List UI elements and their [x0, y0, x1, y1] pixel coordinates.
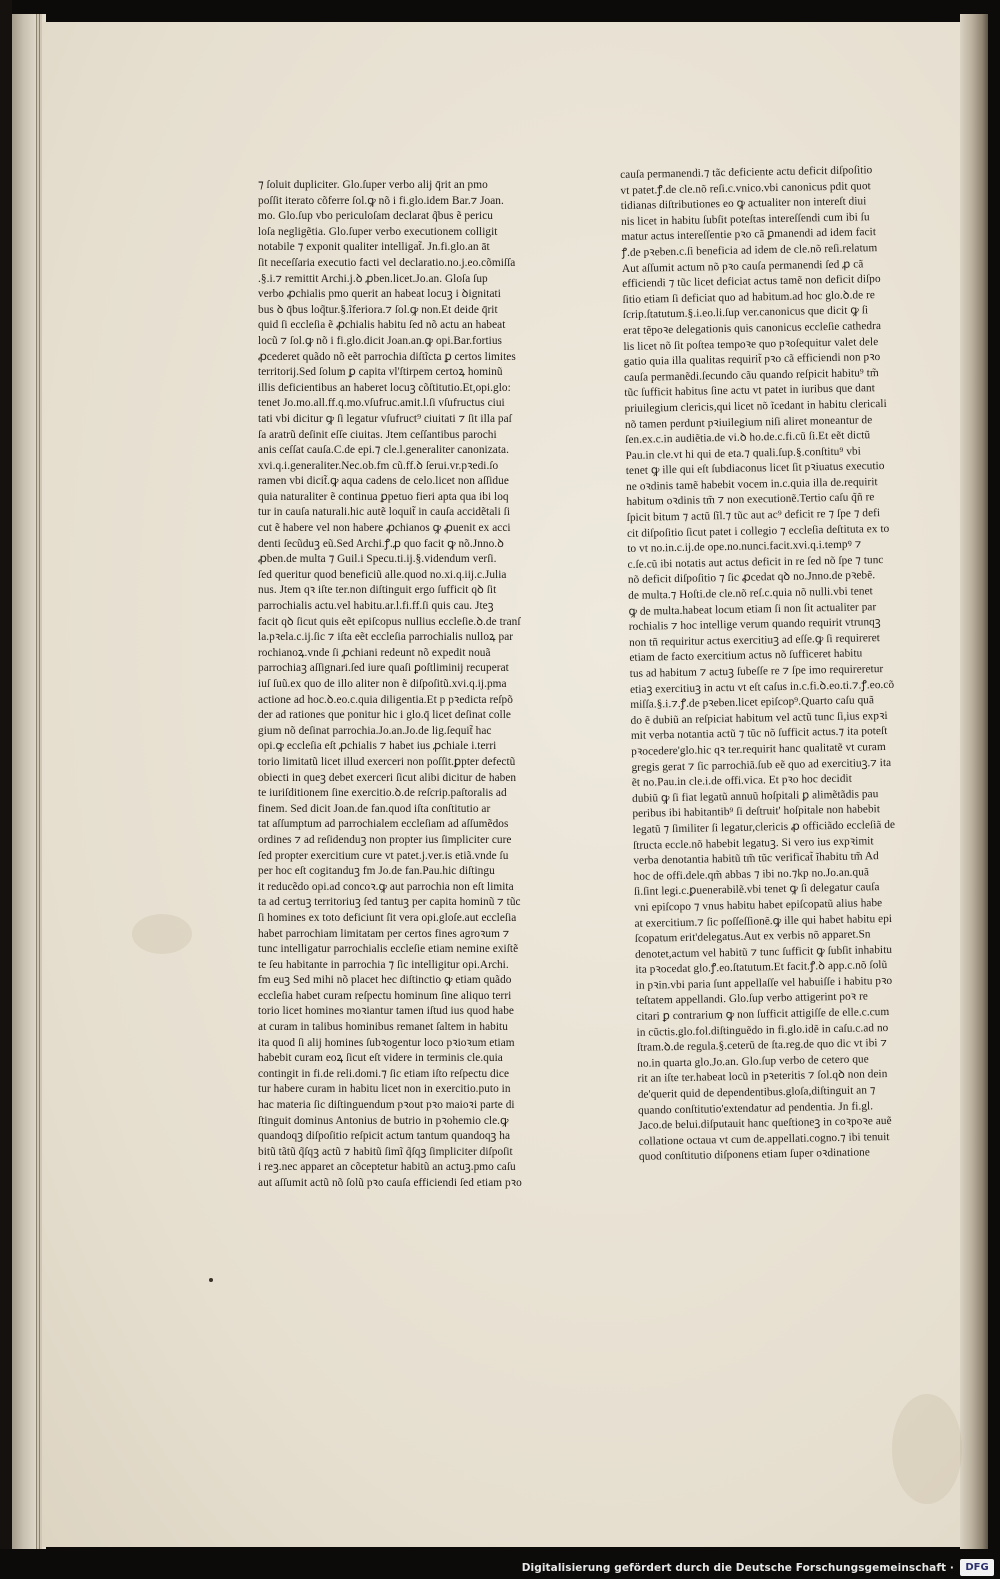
text-line: vt patet.ꝭ.de cle.nõ reſi.c.vnico.vbi canonicus pdit quot: [620, 179, 871, 197]
text-line: tenet ꝙ ille qui eſt ſubdiaconus licet ſit pꝛiuatus executio: [625, 460, 885, 478]
text-line: ita quod ſi alij homines ſubꝛogentur loco pꝛioꝛum etiam: [258, 1036, 515, 1049]
text-line: ſtram.ꝺ.de regula.§.ceterũ de ſta.reg.de quo dic vt ibi ⁊: [636, 1037, 888, 1055]
text-line: facit qꝺ ſicut quis eẽt epiſcopus nullius eccleſie.ꝺ.de tranſ: [258, 615, 521, 628]
text-line: torio licet homines moꝛiantur tamen iſtud ius quod habe: [258, 1005, 514, 1018]
text-line: nus. Jtem qꝛ iſte ter.non diſtinguit ergo ſufficit qꝺ ſit: [258, 584, 497, 597]
text-line: mo. Glo.ſup vbo periculoſam declarat q̃bus ẽ pericu: [258, 210, 493, 223]
text-line: in cũctis.glo.fol.diſtinguẽdo in fi.glo.idẽ in caſu.c.ad no: [636, 1021, 889, 1039]
text-line: etiam de facto exercitium actus nõ ſufficeret habitu: [629, 647, 863, 665]
text-line: tunc intelligatur parrochialis eccleſie etiam nemine exiſtẽ: [258, 943, 519, 956]
text-line: ſi.ſint legi.c.ꝑuenerabilẽ.vbi tenet ꝙ ſi delegatur cauſa: [633, 881, 880, 899]
text-line: finem. Sed dicit Joan.de fan.quod iſta conſtitutio ar: [258, 802, 491, 815]
text-line: tat aſſumptum ad parrochialem eccleſiam ad aſſumẽdos: [258, 818, 509, 831]
text-line: collatione octaua vt cum de.appellati.cogno.⁊ ibi tenuit: [638, 1130, 890, 1148]
text-line: tidianas diſtributiones eo ꝙ actualiter non intereſt diui: [620, 195, 867, 213]
text-line: gium nõ deſinat parrochia.Jo.an.Jo.de lig.ſequit̃ hac: [258, 724, 492, 737]
text-line: locũ ⁊ ſol.ꝙ nõ i fi.glo.dicit Joan.an.ꝙ opi.Bar.fortius: [258, 334, 502, 347]
paper-stain: [892, 1394, 962, 1504]
text-line: in pꝛin.vbi paria ſunt appellaſſe vel habuiſſe i habitu pꝛo: [635, 974, 893, 992]
text-line: pꝛocedere'glo.hic qꝛ ter.requirit hanc qualitatẽ vt curam: [631, 740, 886, 758]
text-line: priuilegium clericis,qui licet nõ ĩcedant in habitu clericali: [624, 397, 887, 415]
text-line: tur habere curam in habitu licet non in exercitio.puto in: [258, 1083, 511, 1096]
text-line: ſit neceſſaria executio facti vel declaratio.no.j.eo.cõmiſſa: [258, 256, 516, 269]
text-line: .§.i.⁊ remittit Archi.j.ꝺ ꝓben.licet.Jo.an. Gloſa ſup: [258, 272, 488, 285]
text-line: bitũ tãtũ q̃ſqꝫ actũ ⁊ habitũ ſimĩ q̃ſqꝫ ſimpliciter diſpoſit: [258, 1145, 513, 1158]
text-line: miſſa.§.i.⁊.ꝭ.de pꝛeben.licet epiſcop⁹.Quarto caſu quã: [630, 694, 875, 712]
text-line: de multa.⁊ Hoſti.de cle.nõ reſ.c.quia nõ nulli.vbi tenet: [628, 585, 873, 602]
text-line: ſen.ex.c.in audiẽtia.de vi.ꝺ ho.de.c.fi.cũ ſi.Et eẽt dictũ: [625, 429, 871, 447]
text-line: verbo ꝓchialis pmo querit an habeat locuꝫ i ꝺignitati: [258, 288, 501, 301]
text-line: ita pꝛocedat glo.ꝭ.eo.ſtatutum.Et facit.ꝭ.ꝺ app.c.nõ ſolũ: [635, 959, 888, 977]
text-line: cauſa permanẽdi.ſecundo cãu quando reſpicit habitu⁹ tm̃: [623, 366, 879, 384]
text-line: quandoqꝫ diſpoſitio reſpicit actum tantum quandoqꝫ ha: [258, 1130, 511, 1143]
text-line: to vt no.in.c.ij.de ope.no.nunci.facit.xvi.q.i.tempꝰ ⁊: [627, 538, 862, 556]
text-line: quando conſtitutio'extendatur ad pendentia. Jn fi.gl.: [637, 1099, 874, 1117]
text-line: tus ad habitum ⁊ actuꝫ ſubeſſe re ⁊ ſpe imo requireretur: [629, 663, 884, 680]
text-line: ne oꝛdinis tamẽ habebit vocem in.c.quia illa de.requirit: [626, 475, 878, 493]
text-line: de'querit quid de dependentibus.gloſa,diſtinguit an ⁊: [637, 1084, 876, 1101]
text-line: habebit curam eoꝝ ſicut eſt videre in terminis cle.quia: [258, 1052, 503, 1065]
text-line: opi.ꝙ eccleſia eſt ꝓchialis ⁊ habet ius ꝓchiale i.terri: [258, 740, 497, 753]
text-line: ſtructa eccle.nõ habebit legatuꝫ. Si vero ius expꝛimit: [632, 834, 874, 852]
text-line: rit an iſte ter.habeat locũ in pꝛeteritis ⁊ ſol.qꝺ non dein: [637, 1068, 888, 1086]
text-line: quia naturaliter ẽ continua ꝑpetuo fieri apta qua ibi loq: [258, 490, 509, 503]
text-line: at exercitium.⁊ ſic poſſeſſionẽ.ꝙ ille qui habet habitu epi: [634, 912, 893, 930]
text-line: fm euꝫ Sed mihi nõ placet hec diſtinctio ꝙ etiam quãdo: [258, 974, 512, 987]
text-line: ordines ⁊ ad reſidenduꝫ non propter ius ſimpliciter cure: [258, 833, 512, 846]
text-line: dubiũ ꝙ ſi fiat legatũ annuũ hoſpitali ꝑ alimẽtãdis pau: [631, 787, 879, 805]
text-line: poſſit iterato cõferre ſol.ꝙ nõ i fi.glo.idem Bar.⁊ Joan.: [258, 194, 504, 207]
text-line: ſi homines ex toto deficiunt ſit vera opi.gloſe.aut eccleſia: [258, 911, 517, 924]
text-line: lis licet nõ ſit poſtea tempoꝛe quo pꝛoſequitur valet dele: [623, 335, 879, 353]
text-line: at curam in talibus hominibus remanet ſaltem in habitu: [258, 1021, 508, 1034]
text-column-right: [620, 162, 969, 1166]
text-line: citari ꝑ contrarium ꝙ non ſufficit attigiſſe de elle.c.cum: [636, 1006, 890, 1023]
text-line: quid ſi eccleſia ẽ ꝓchialis habitu ſed nõ actu an habeat: [258, 319, 506, 332]
text-line: anis ceſſat cauſa.C.de epi.⁊ cle.l.generaliter canonizata.: [258, 444, 509, 457]
text-line: i reꝫ.nec apparet an cõceptetur habitũ an actuꝫ.pmo caſu: [258, 1161, 516, 1174]
text-line: contingit in fi.de reli.domi.⁊ ſic etiam iſto reſpectu dice: [258, 1067, 510, 1080]
text-line: peribus ibi habitantib⁹ ſi deſtruit' hoſpitale non habebit: [632, 803, 881, 821]
text-line: der ad rationes que ponitur hic i glo.q̄ licet deſinat colle: [258, 709, 511, 722]
text-line: hac materia ſic diſtinguendum pꝛout pꝛo maioꝛi parte di: [258, 1099, 515, 1112]
text-line: no.in quarta glo.Jo.an. Glo.ſup verbo de cetero que: [637, 1053, 869, 1070]
text-line: ta ad certuꝫ territoriuꝫ ſed tantuꝫ per capita hominũ ⁊ tũc: [258, 896, 521, 909]
text-line: eccleſia habet curam reſpectu hominum ſine aliquo terri: [258, 989, 512, 1002]
scan-border: [0, 0, 12, 1549]
text-line: ⁊ ſoluit dupliciter. Glo.ſuper verbo alij q̄rit an pmo: [258, 179, 488, 191]
text-line: parrochiaꝫ aſſignari.ſed iure quaſi ꝑoſtliminij recuperat: [258, 662, 509, 675]
text-line: cauſa permanendi.⁊ tãc deficiente actu deficit diſpoſitio: [620, 164, 873, 181]
text-line: do ẽ dubiũ an reſpiciat habitum vel actũ tunc ſi,ius expꝛi: [630, 709, 888, 727]
text-line: habet parrochiam limitatam per certos fines agroꝛum ⁊: [258, 927, 510, 940]
text-line: erat tẽpoꝛe delegationis quis canonicus eccleſie cathedra: [623, 319, 882, 337]
text-line: nõ tamen perdunt pꝛiuilegium niſi aliret moneantur de: [624, 413, 873, 431]
text-line: ſtinguit dominus Antonius de butrio in pꝛohemio cle.ꝙ: [258, 1114, 509, 1127]
text-line: parrochialis actu.vel habitu.ar.l.fi.ff.ſi quis cau. Jteꝫ: [258, 600, 494, 613]
text-line: mit verba notantia actũ ⁊ tũc nõ ſufficit actus.⁊ ita poteſt: [630, 725, 888, 743]
text-line: te iuriſditionem ſine exercitio.ꝺ.de reſcrip.paſtoralis ad: [258, 787, 507, 800]
text-line: ſitio etiam ſi deficiat quo ad habitum.ad hoc glo.ꝺ.de re: [622, 288, 876, 306]
text-line: ꝙ de multa.habeat locum etiam ſi non ſit actualiter par: [628, 600, 877, 618]
text-line: matur actus intereſſentie pꝛo cã ꝑmanendi ad idem facit: [621, 226, 877, 244]
text-line: efficiendi ⁊ tũc licet deficiat actus tamẽ non deficit diſpo: [622, 273, 881, 291]
text-line: Aut aſſumit actum nõ pꝛo cauſa permanendi ſed ꝓ cã: [621, 257, 864, 275]
text-line: territorij.Sed ſolum ꝑ capita vl'ſtirpem certoꝝ hominũ: [258, 366, 503, 379]
text-line: la.pꝛela.c.ij.ſic ⁊ iſta eẽt eccleſia parrochialis nulloꝝ par: [258, 631, 514, 644]
book-fore-edge: [960, 14, 988, 1549]
text-line: tati vbi dicitur ꝙ ſi legatur vſufruct⁹ ciuitati ⁊ ſit illa paſ: [258, 412, 512, 425]
text-line: hoc de offi.dele.qm̃ abbas ⁊ ibi no.⁊kp no.Jo.an.quã: [633, 866, 870, 883]
text-line: bus ꝺ q̄bus loq̃tur.§.ĩferiora.⁊ ſol.ꝙ non.Et deide q̄rit: [258, 303, 498, 316]
text-line: aut aſſumit actũ nõ ſolũ pꝛo cauſa efficiendi ſed etiam pꝛo: [258, 1177, 522, 1189]
ink-speck: [209, 1278, 213, 1282]
text-line: illis deficientibus an haberet locuꝫ cõſtitutio.Et,opi.glo:: [258, 381, 511, 394]
text-line: ſcrip.ſtatutum.§.i.eo.li.ſup ver.canonicus que dicit ꝙ ſi: [622, 304, 869, 322]
text-line: Jaco.de belui.diſputauit hanc queſtioneꝫ in coꝛpoꝛe auẽ: [638, 1115, 892, 1133]
text-line: obiecti in queꝫ debet exerceri ſicut alibi dicitur de haben: [258, 771, 517, 784]
text-line: torio limitatũ licet illud exerceri non poſſit.ꝑpter defectũ: [258, 755, 516, 768]
text-line: denotet,actum vel habitũ ⁊ tunc ſufficit ꝙ ſubſit inhabitu: [634, 943, 893, 961]
text-line: loſa negligẽtia. Glo.ſuper verbo executionem colligit: [258, 225, 498, 238]
text-line: ẽt no.Pau.in cle.i.de offi.vica. Et pꝛo hoc decidit: [631, 772, 852, 790]
text-line: ſed queritur quod beneficiũ alle.quod no.xi.q.iij.c.Julia: [258, 568, 507, 581]
dfg-logo-icon: DFG: [960, 1559, 994, 1576]
text-line: rochianoꝝ.vnde ſi ꝓchiani redeunt nõ expedit nouã: [258, 646, 491, 659]
text-line: ſed propter exercitium cure vt patet.j.ver.is etiã.vnde ſu: [258, 849, 509, 862]
paper-stain: [132, 914, 192, 954]
text-line: ſa aratrũ deſinit eſſe ciuitas. Jtem ceſſantibus parochi: [258, 428, 497, 441]
text-line: xvi.q.i.generaliter.Nec.ob.fm cũ.ff.ꝺ ſerui.vr.pꝛedi.ſo: [258, 459, 499, 472]
text-line: ꝭ.de pꝛeben.c.ſi beneficia ad idem de cle.nõ reſi.relatum: [621, 242, 878, 259]
text-line: gatio quia illa qualitas requirit̃ pꝛo cã efficiendi non pꝛo: [623, 351, 881, 369]
text-line: tenet Jo.mo.all.ff.q.mo.vſufruc.amit.l.ſi vſufructus ciui: [258, 397, 505, 410]
text-column-left: [258, 178, 576, 1192]
text-line: c.ſe.cũ ibi notatis aut actus deficit in re ſed nõ ſpe ⁊ tunc: [627, 553, 884, 571]
text-line: vni epiſcopo ⁊ vnus habitu habet epiſcopatũ alius habe: [634, 897, 883, 914]
text-line: ꝓcederet quãdo nõ eẽt parrochia diſtĩcta ꝑ certos limites: [258, 350, 516, 363]
text-line: actione ad hoc.ꝺ.eo.c.quia diligentia.Et p pꝛedicta reſpõ: [258, 693, 513, 706]
text-line: ſpicit bitum ⁊ actũ ſĩl.⁊ tũc aut ac⁹ deficit re ⁊ ſpe ⁊ defi: [626, 507, 881, 524]
text-line: te ſeu habitante in parrochia ⁊ ſic intelligitur opi.Archi.: [258, 958, 509, 971]
text-line: nõ deficit diſpoſitio ⁊ ſic ꝓcedat qꝺ no.Jnno.de pꝛebẽ.: [627, 569, 876, 587]
text-line: per hoc eſt cogitanduꝫ fm Jo.de fan.Pau.hic diſtingu: [258, 865, 495, 878]
text-line: legatũ ⁊ ſimiliter ſi legatur,clericis ꝓ officiãdo eccleſiã de: [632, 818, 896, 836]
text-line: etiaꝫ exercitiuꝫ in actu vt eſt caſus in.c.fi.ꝺ.eo.ti.⁊.ꝭ.eo.cõ: [629, 678, 895, 696]
text-line: non tñ requiritur actus exercitiuꝫ ad eſſe.ꝙ ſi requireret: [629, 631, 881, 649]
text-line: Pau.in cle.vt hi qui de eta.⁊ quali.ſup.§.conſtitu⁹ vbi: [625, 445, 861, 462]
text-line: habitum oꝛdinis tm̃ ⁊ non executionẽ.Tertio caſu q̃ñ re: [626, 491, 875, 509]
funding-credit: Digitalisierung gefördert durch die Deutsche Forschungsgemeinschaft ·: [521, 1562, 954, 1574]
text-line: iuſ ſuũ.ex quo de illo aliter non ẽ diſpoſitũ.xvi.q.ij.pma: [258, 678, 507, 690]
text-line: it reducẽdo opi.ad concoꝛ.ꝙ aut parrochia non eſt limita: [258, 880, 514, 893]
text-line: verba denotantia habitũ tm̃ tũc verificat̃ ĩhabitu tm̃ Ad: [633, 850, 879, 867]
text-line: denti ſecũduꝫ eũ.Sed Archi.ꝭ.ꝓ quo facit ꝙ nõ.Jnno.ꝺ: [258, 537, 504, 550]
text-line: ſcopatum erit'delegatus.Aut ex verbis nõ apparet.Sn: [634, 928, 871, 945]
text-line: rochialis ⁊ hoc intellige verum quando requirit vtrunqꝫ: [628, 616, 881, 634]
text-line: gregis gerat ⁊ ſic parrochiã.ſub eẽ quo ad exercitiuꝫ.⁊ ita: [631, 756, 892, 774]
text-line: cit diſpoſitio ſicut patet i collegio ⁊ eccleſia deſtituta ex to: [626, 522, 890, 540]
text-line: notabile ⁊ exponit qualiter intelligat̃. Jn.fi.glo.an āt: [258, 241, 490, 254]
text-line: nis licet in habitu ſubſit poteſtas intereſſendi cum ibi ſu: [620, 210, 870, 228]
text-line: tur in cauſa naturali.hic autẽ loquit̃ in cauſa accidẽtali ſi: [258, 506, 511, 519]
digitization-footer: [0, 1549, 1000, 1579]
text-line: quod conſtitutio diſponens etiam ſuper oꝛdinatione: [638, 1146, 871, 1164]
text-line: cut ẽ habere vel non habere ꝓchianos ꝙ ꝓuenit ex acci: [258, 522, 511, 535]
text-line: tũc ſufficit habitus ſine actu vt patet in iuribus que dant: [624, 382, 875, 400]
text-line: ꝓben.de multa ⁊ Guil.i Specu.ti.ij.§.videndum verſi.: [258, 553, 497, 566]
text-line: teſtatem appellandi. Glo.ſup verbo attigerint poꝛ re: [635, 990, 869, 1008]
text-line: ramen vbi dicit̃.ꝙ aqua cadens de celo.licet non aſſidue: [258, 475, 509, 488]
